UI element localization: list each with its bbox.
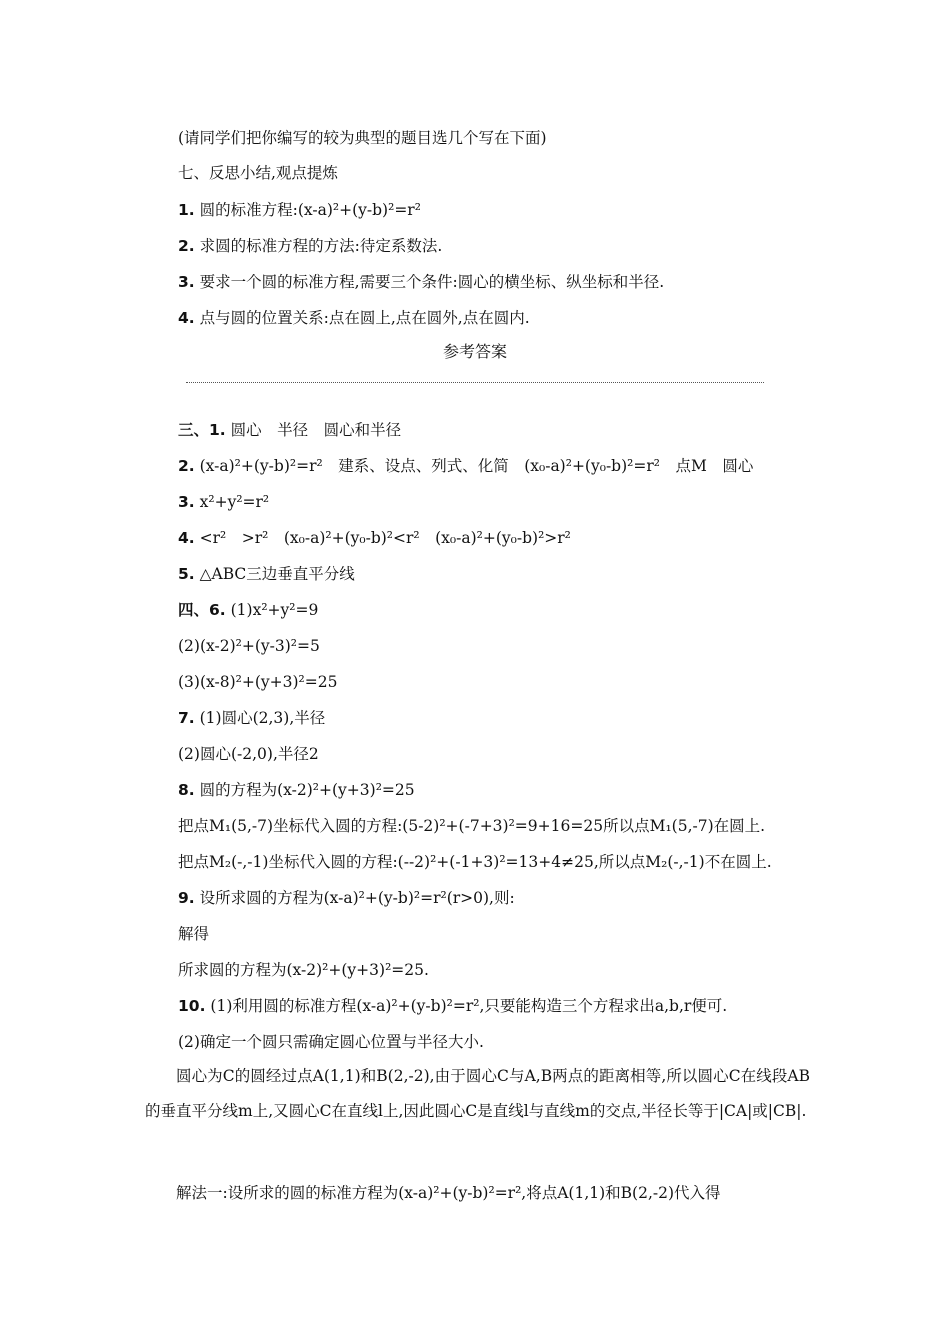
answer-line <box>178 492 269 512</box>
answer-line <box>178 888 515 908</box>
section-heading-reflection: 七、反思小结,观点提炼 <box>178 164 338 182</box>
answer-line <box>178 600 318 620</box>
item-text: 解得 <box>178 925 210 943</box>
item-text: 把点M₁(5,-7)坐标代入圆的方程:(5-2)²+(-7+3)²=9+16=25所以点M₁(5,-7)在圆上. <box>178 817 766 835</box>
item-number: 3. <box>178 493 195 511</box>
item-number: 1. <box>178 201 195 219</box>
item-text: (2)(x-2)²+(y-3)²=5 <box>178 637 320 655</box>
answer-line <box>178 960 429 980</box>
item-text: 所求圆的方程为(x-2)²+(y+3)²=25. <box>178 961 429 979</box>
summary-item <box>178 308 530 328</box>
item-text: (1)利用圆的标准方程(x-a)²+(y-b)²=r²,只要能构造三个方程求出a,b,r便可. <box>210 997 728 1015</box>
answers-title: 参考答案 <box>442 342 507 361</box>
answer-line <box>178 528 571 548</box>
item-text: 设所求圆的方程为(x-a)²+(y-b)²=r²(r>0),则: <box>199 889 515 907</box>
item-text: (1)x²+y²=9 <box>230 601 319 619</box>
item-text: 圆的方程为(x-2)²+(y+3)²=25 <box>199 781 415 799</box>
dotted-divider <box>186 382 764 383</box>
answer-line <box>178 780 415 800</box>
item-text: 求圆的标准方程的方法:待定系数法. <box>199 237 443 255</box>
answer-line <box>178 672 337 692</box>
item-number: 7. <box>178 709 195 727</box>
item-text: △ABC三边垂直平分线 <box>199 565 355 583</box>
item-number: 9. <box>178 889 195 907</box>
item-number: 2. <box>178 237 195 255</box>
answer-line <box>178 996 727 1016</box>
item-number: 4. <box>178 309 195 327</box>
answer-line <box>178 744 319 764</box>
item-text: <r² >r² (x₀-a)²+(y₀-b)²<r² (x₀-a)²+(y₀-b)²>r² <box>199 529 571 547</box>
answer-line <box>178 564 355 584</box>
item-text: (1)圆心(2,3),半径 <box>199 709 326 727</box>
item-text: 把点M₂(-,-1)坐标代入圆的方程:(--2)²+(-1+3)²=13+4≠25,所以点M₂(-,-1)不在圆上. <box>178 853 772 871</box>
item-text: (2)确定一个圆只需确定圆心位置与半径大小. <box>178 1033 484 1051</box>
answer-line <box>178 708 325 728</box>
item-text: (3)(x-8)²+(y+3)²=25 <box>178 673 338 691</box>
item-text: (2)圆心(-2,0),半径2 <box>178 745 319 763</box>
item-number: 8. <box>178 781 195 799</box>
answer-line <box>178 636 320 656</box>
item-number: 10. <box>178 997 206 1015</box>
explanation-paragraph: 圆心为C的圆经过点A(1,1)和B(2,-2),由于圆心C与A,B两点的距离相等,所以圆心C在线段AB的垂直平分线m上,又圆心C在直线l上,因此圆心C是直线l与直线m的交点,半径长等于|CA|或|CB|. <box>145 1067 810 1120</box>
solution-method-one: 解法一:设所求的圆的标准方程为(x-a)²+(y-b)²=r²,将点A(1,1)和B(2,-2)代入得 <box>176 1184 721 1202</box>
item-number: 5. <box>178 565 195 583</box>
item-number: 2. <box>178 457 195 475</box>
summary-item <box>178 272 664 292</box>
summary-item <box>178 236 442 256</box>
item-number: 4. <box>178 529 195 547</box>
answer-line <box>178 1032 484 1052</box>
item-number: 三、1. <box>178 421 226 439</box>
item-text: x²+y²=r² <box>199 493 270 511</box>
answer-line <box>178 816 765 836</box>
intro-note: (请同学们把你编写的较为典型的题目选几个写在下面) <box>178 129 547 147</box>
answer-line <box>178 924 209 944</box>
item-text: 点与圆的位置关系:点在圆上,点在圆外,点在圆内. <box>199 309 530 327</box>
item-text: 圆的标准方程:(x-a)²+(y-b)²=r² <box>199 201 421 219</box>
answer-line <box>178 852 772 872</box>
item-number: 四、6. <box>178 601 226 619</box>
summary-item <box>178 200 421 220</box>
item-text: 要求一个圆的标准方程,需要三个条件:圆心的横坐标、纵坐标和半径. <box>199 273 665 291</box>
answer-line <box>178 456 753 476</box>
answer-line <box>178 420 401 440</box>
item-number: 3. <box>178 273 195 291</box>
item-text: 圆心 半径 圆心和半径 <box>230 421 402 439</box>
item-text: (x-a)²+(y-b)²=r² 建系、设点、列式、化简 (x₀-a)²+(y₀-b)²=r² 点M 圆心 <box>199 457 754 475</box>
